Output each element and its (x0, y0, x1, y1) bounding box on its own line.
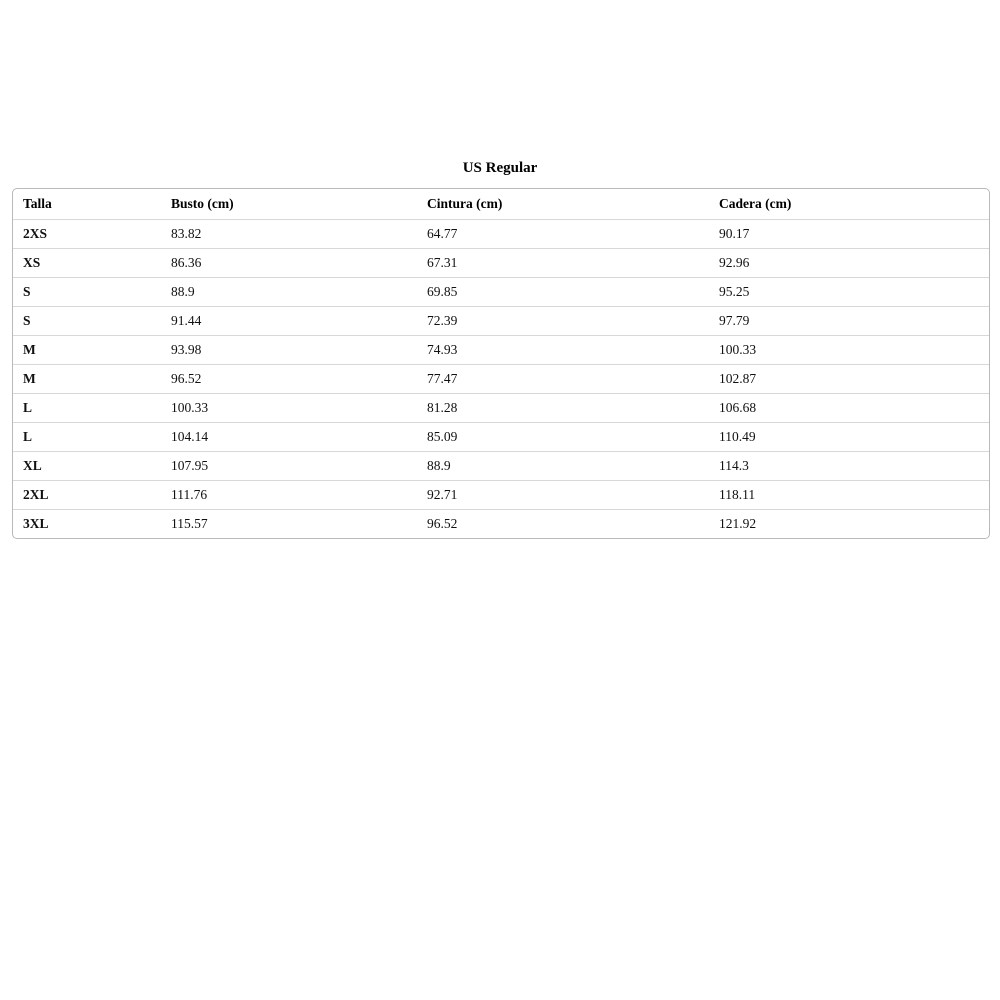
cell-busto: 111.76 (161, 481, 417, 510)
cell-cintura: 69.85 (417, 278, 709, 307)
cell-cintura: 88.9 (417, 452, 709, 481)
cell-cadera: 114.3 (709, 452, 989, 481)
cell-cadera: 97.79 (709, 307, 989, 336)
cell-cintura: 64.77 (417, 220, 709, 249)
cell-cadera: 92.96 (709, 249, 989, 278)
table-row (13, 220, 989, 249)
table-row (13, 452, 989, 481)
cell-cintura: 96.52 (427, 516, 458, 531)
table-row (13, 510, 989, 539)
table-row (13, 307, 989, 336)
cell-busto: 88.9 (161, 278, 417, 307)
size-chart-table (13, 189, 989, 538)
cell-cadera: 100.33 (709, 336, 989, 365)
cell-cintura: 92.71 (417, 481, 709, 510)
table-row (13, 481, 989, 510)
table-header (13, 189, 989, 220)
cell-cintura: 85.09 (417, 423, 709, 452)
cell-cadera: 118.11 (709, 481, 989, 510)
cell-cintura: 67.31 (417, 249, 709, 278)
cell-cadera: 121.92 (719, 516, 757, 531)
cell-busto: 86.36 (161, 249, 417, 278)
table-row (13, 249, 989, 278)
cell-cadera: 95.25 (709, 278, 989, 307)
table-row (13, 278, 989, 307)
table-header-row (13, 189, 989, 220)
cell-talla: L (13, 394, 161, 423)
cell-cadera: 106.68 (709, 394, 989, 423)
cell-talla: L (13, 423, 161, 452)
cell-cadera: 90.17 (709, 220, 989, 249)
cell-busto: 93.98 (161, 336, 417, 365)
table-row (13, 423, 989, 452)
table-row (13, 336, 989, 365)
table-row (13, 365, 989, 394)
cell-cintura: 72.39 (417, 307, 709, 336)
column-header-cintura: Cintura (cm) (417, 189, 709, 220)
cell-busto: 115.57 (171, 516, 208, 531)
cell-busto: 96.52 (161, 365, 417, 394)
cell-cintura: 81.28 (417, 394, 709, 423)
cell-cadera: 110.49 (709, 423, 989, 452)
cell-cintura: 74.93 (417, 336, 709, 365)
table-body (13, 220, 989, 539)
table-row (13, 394, 989, 423)
cell-talla: 3XL (23, 516, 49, 531)
column-header-talla: Talla (13, 189, 161, 220)
cell-busto: 104.14 (161, 423, 417, 452)
cell-talla: XL (13, 452, 161, 481)
cell-talla: XS (13, 249, 161, 278)
cell-talla: M (13, 365, 161, 394)
cell-talla: S (13, 307, 161, 336)
cell-talla: 2XS (13, 220, 161, 249)
cell-busto: 107.95 (161, 452, 417, 481)
cell-busto: 100.33 (161, 394, 417, 423)
cell-busto: 91.44 (161, 307, 417, 336)
page-title: US Regular (462, 160, 538, 176)
cell-cintura: 77.47 (417, 365, 709, 394)
cell-busto: 83.82 (161, 220, 417, 249)
column-header-cadera: Cadera (cm) (709, 189, 989, 220)
column-header-busto: Busto (cm) (161, 189, 417, 220)
size-chart-container (12, 188, 990, 539)
cell-talla: 2XL (13, 481, 161, 510)
cell-talla: M (13, 336, 161, 365)
cell-cadera: 102.87 (709, 365, 989, 394)
cell-talla: S (13, 278, 161, 307)
